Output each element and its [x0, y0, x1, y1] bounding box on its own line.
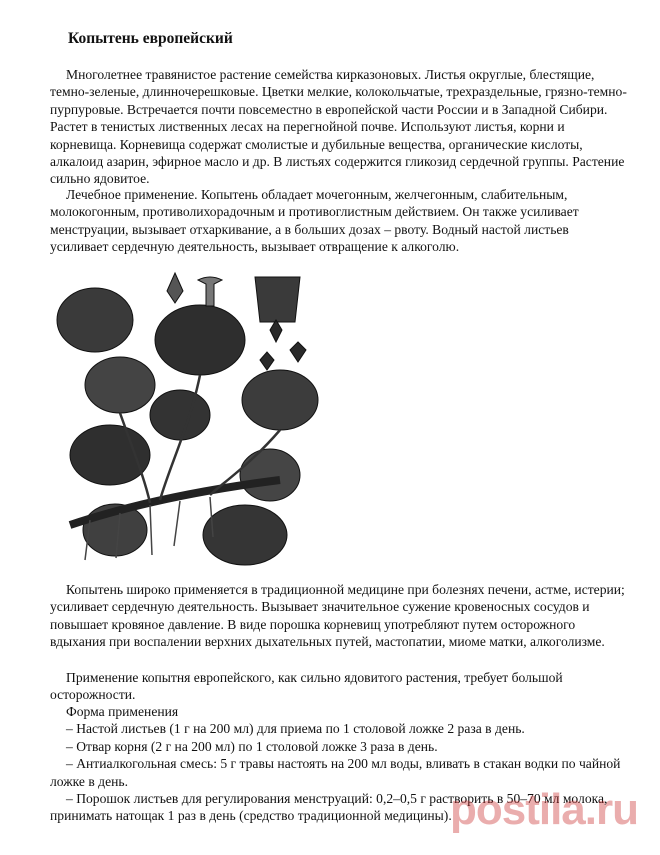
caution-paragraph: [50, 669, 630, 704]
description-text: Многолетнее травянистое растение семейства кирказоновых. Листья округлые, блестящие, темно-зеленые, длинночерешковые. Цветки мелкие, колокольчатые, трехраздельные, грязно-темно-пурпуровые. Встречается почти повсеместно в европейской части России и в Западной Сибири. Растет в тенистых лиственных лесах на перегнойной почве. Используют листья, корни и корневища. Корневища содержат смолистые и дубильные вещества, органические кислоты, алкалоид азарин, эфирное масло и др. В листьях содержится гликозид сердечной группы. Растение сильно ядовитое.: [50, 67, 627, 187]
usage-heading: Форма применения: [66, 704, 179, 719]
usage-item: – Порошок листьев для регулирования менструаций: 0,2–0,5 г растворить в 50–70 мл молока, принимать натощак 1 раз в день (средство традиционной медицины).: [50, 791, 608, 824]
leaf: [70, 425, 150, 485]
leaf: [240, 449, 300, 501]
usage-item: – Настой листьев (1 г на 200 мл) для приема по 1 столовой ложке 2 раза в день.: [66, 721, 525, 737]
flower-section: [255, 277, 300, 322]
leaf: [150, 390, 210, 440]
caution-text: Применение копытня европейского, как сильно ядовитого растения, требует большой осторожности.: [50, 670, 563, 703]
leaf: [242, 370, 318, 430]
leaf: [155, 305, 245, 375]
page-title: Копытень европейский: [68, 30, 233, 47]
stamen-detail: [198, 277, 222, 306]
usage-item: – Антиалкогольная смесь: 5 г травы настоять на 200 мл воды, вливать в стакан водки по чайной ложке в день.: [50, 756, 621, 789]
leaf: [203, 505, 287, 565]
description-paragraph: [50, 66, 630, 188]
plant-illustration: [50, 265, 345, 575]
leaf: [85, 357, 155, 413]
watermark-logo: postila.ru: [449, 785, 638, 834]
treatment-text: Лечебное применение. Копытень обладает мочегонным, желчегонным, слабительным, молокогонным, противолихорадочным и противоглистным действием. Он также усиливает менструации, вызывает отхаркивание, а в больших дозах – рвоту. Водный настой листьев усиливает сердечную деятельность, вызывает отвращение к алкоголю.: [50, 187, 579, 255]
flower-detail: [167, 273, 183, 303]
medicine-text: Копытень широко применяется в традиционной медицине при болезнях печени, астме, истерии; усиливает сердечную деятельность. Вызывает значительное сужение кровеносных сосудов и повышает кровяное давление. В виде порошка корневищ употребляют путем осторожного вдыхания при воспалении верхних дыхательных путей, мастопатии, миоме матки, алкоголизме.: [50, 582, 625, 650]
treatment-paragraph: [50, 186, 630, 256]
bud: [260, 320, 306, 370]
medicine-paragraph: [50, 581, 630, 651]
leaf: [57, 288, 133, 352]
usage-item: – Отвар корня (2 г на 200 мл) по 1 столовой ложке 3 раза в день.: [66, 738, 438, 754]
